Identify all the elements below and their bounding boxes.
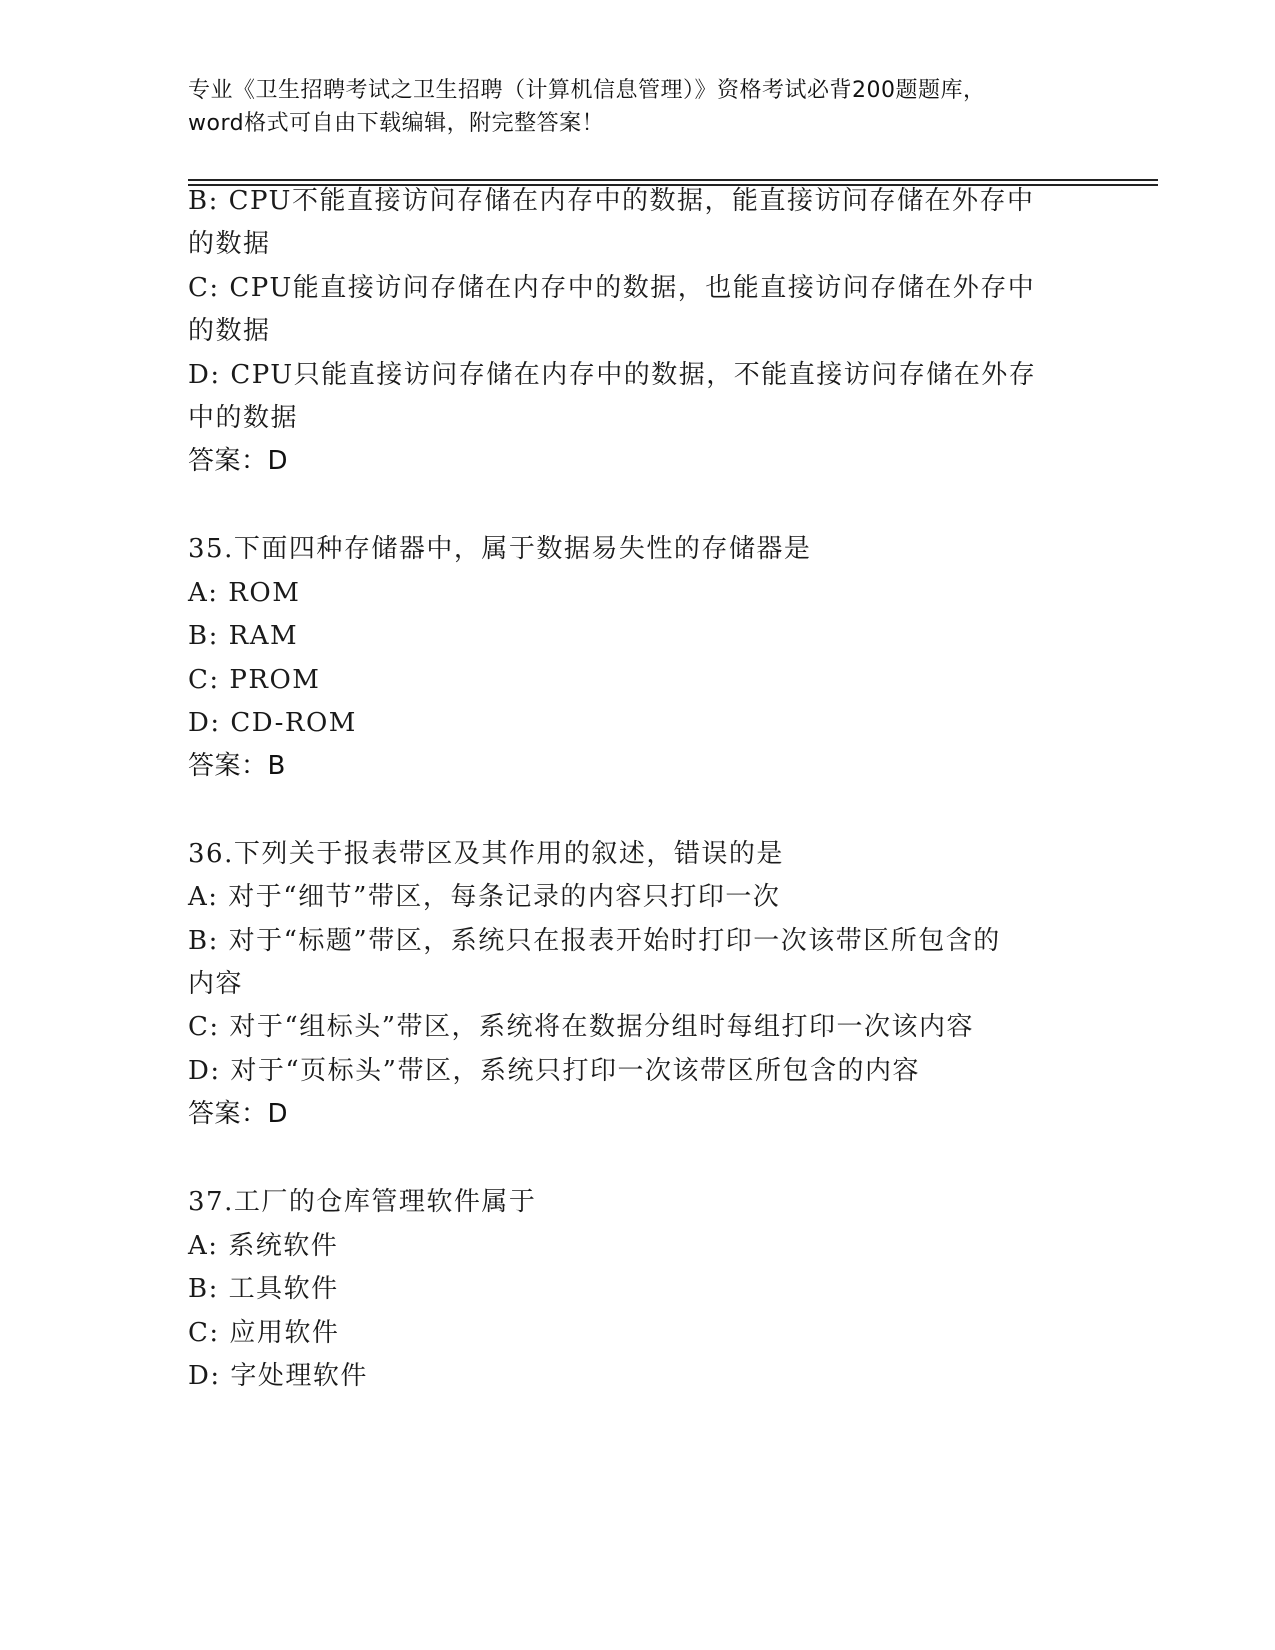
q36-question: 36.下列关于报表带区及其作用的叙述，错误的是: [188, 839, 784, 869]
header-title-line-2: word格式可自由下载编辑，附完整答案！: [188, 111, 605, 136]
q36-option-b-line-2: 内容: [188, 969, 244, 999]
header-title-line-1: 专业《卫生招聘考试之卫生招聘（计算机信息管理）》资格考试必背200题题库，: [188, 78, 986, 103]
q34-option-c-line-1: C: CPU能直接访问存储在内存中的数据，也能直接访问存储在外存中: [188, 273, 1036, 303]
q35-option-c: C: PROM: [188, 665, 321, 695]
q34-option-b-line-2: 的数据: [188, 229, 271, 259]
q36-option-c: C: 对于“组标头”带区，系统将在数据分组时每组打印一次该内容: [188, 1012, 975, 1042]
q37-option-c: C: 应用软件: [188, 1318, 340, 1348]
q35-option-a: A: ROM: [188, 578, 301, 608]
q35-option-b: B: RAM: [188, 621, 299, 651]
document-header: [188, 74, 1088, 140]
q37-option-b: B: 工具软件: [188, 1274, 339, 1304]
q35-option-d: D: CD-ROM: [188, 708, 357, 738]
q34-option-b-line-1: B: CPU不能直接访问存储在内存中的数据，能直接访问存储在外存中: [188, 186, 1035, 216]
q34-option-d-line-1: D: CPU只能直接访问存储在内存中的数据，不能直接访问存储在外存: [188, 360, 1037, 390]
q34-option-d-line-2: 中的数据: [188, 403, 299, 433]
q35-answer: 答案：B: [188, 751, 286, 781]
q34-answer: 答案：D: [188, 446, 289, 476]
q34-option-c-line-2: 的数据: [188, 316, 271, 346]
q37-option-a: A: 系统软件: [188, 1231, 339, 1261]
q36-option-a: A: 对于“细节”带区，每条记录的内容只打印一次: [188, 882, 781, 912]
q36-answer: 答案：D: [188, 1099, 289, 1129]
q37-question: 37.工厂的仓库管理软件属于: [188, 1187, 537, 1217]
q37-option-d: D: 字处理软件: [188, 1361, 368, 1391]
q36-option-b-line-1: B: 对于“标题”带区，系统只在报表开始时打印一次该带区所包含的: [188, 926, 1001, 956]
q36-option-d: D: 对于“页标头”带区，系统只打印一次该带区所包含的内容: [188, 1056, 920, 1086]
q35-question: 35.下面四种存储器中，属于数据易失性的存储器是: [188, 534, 812, 564]
